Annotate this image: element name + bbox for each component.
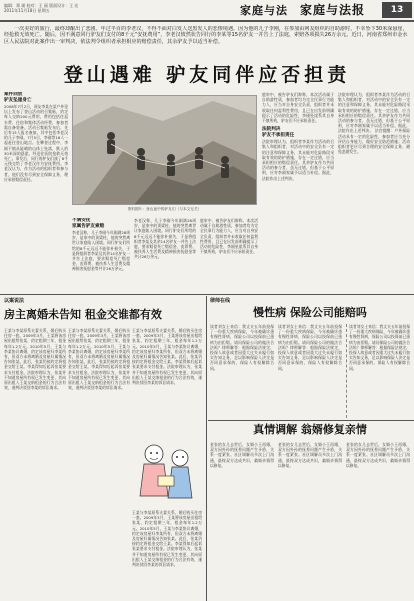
bl-column-3-text: 王某与李某原系夫妻关系，婚后购买住房一套。2009年3月，王某将该房屋出租给张某，约定租期三年，租金每年1.2万元。2010年5月，王某与李某协议离婚，约定该房屋归李某所有，但双方未将离婚及房屋归属情况告知张某。此后，张某仍按约定将租金交给王某。李某得知后起诉张某要求支付租金。法院审理认为，张某并不知道房屋所有权已发生变更，其向原出租人王某交纳租金的行为合法有效，遂判决驳回李某的诉讼请求。 [132, 328, 202, 386]
cartoon-illustration [132, 436, 200, 506]
br-column-3-text: 读者刘女士来信：我丈夫五年前投保了一份重大疾病保险，今年被确诊患有慢性肾病，保险公司以投保前已患病为由拒赔。请问保险公司的做法合法吗？律师解答：根据保险法规定，投保人故意或者因重大过失未履行如实告知义务，足以影响保险人决定是否同意承保的，保险人有权解除合同。 [349, 324, 410, 371]
bl-column-3 [132, 328, 202, 432]
story-column-2b [134, 218, 196, 290]
br2-column-3 [346, 442, 410, 596]
bl-column-2-text: 王某与李某原系夫妻关系，婚后购买住房一套。2009年3月，王某将该房屋出租给张某，约定租期三年，租金每年1.2万元。2010年5月，王某与李某协议离婚，约定该房屋归李某所有，但双方未将离婚及房屋归属情况告知张某。此后，张某仍按约定将租金交给王某。李某得知后起诉张某要求支付租金。法院审理认为，张某并不知道房屋所有权已发生变更，其向原出租人王某交纳租金的行为合法有效，遂判决驳回李某的诉讼请求。 [68, 328, 130, 391]
column-3-text: 庭审中，被告驴友们辩称，本次活动属于自助游性质，参加者均为完全民事行为能力人，应当对自身安全负责，组织者并未收取任何盈利性费用，且已在出发前明确提示了活动的危险性，李刚坠崖系其自身不慎所致，驴友们不应承担责任。 [200, 218, 258, 255]
br-column-2 [278, 324, 342, 418]
br2-column-2 [278, 442, 342, 596]
subhead-lawsuit: 不满安抚 家属告驴友索赔 [72, 218, 105, 229]
br2-column-3-text: 老张的女儿去世后，女婿小王再婚，双方因外孙的抚养问题产生矛盾，关系一度紧张。社区调解员多次上门沟通，最终双方达成共识，翁婿亲情得以修复。 [346, 442, 410, 468]
bl-column-3b [132, 510, 202, 596]
story-column-3 [200, 218, 258, 290]
bl-column-1 [4, 328, 66, 596]
mediation-headline: 真情调解 翁婿修复亲情 [253, 423, 367, 436]
issue-meta [4, 3, 124, 13]
br2-column-1 [210, 442, 274, 596]
climbing-photo [72, 95, 257, 205]
newspaper-brand: 家庭与法报 [300, 3, 366, 17]
story-column-1 [4, 92, 68, 290]
bottom-right-label: 律师在线 [210, 298, 231, 304]
story-column-4 [262, 92, 334, 290]
column-divider [206, 296, 207, 601]
subhead-case-review: 案件回放 驴友坠崖身亡 [4, 92, 32, 103]
masthead [0, 0, 414, 22]
column-1-text: 2008年7月2日，网友李某在某户外论坛上发布了登山活动的召集帖，约定每人交纳200元费用，费用包括往返车费、住宿和集体活动经费，参加者需自备装备。活动召集帖发布后，先后有15人报名参加，其中包括李老汉的儿子李刚。7月5日，李刚等16人一起赶往登山地点。在攀登过程中，李刚不慎从陡峭的山体上坠落，跌入约30米深的悬崖，经送往医院抢救无效死亡。事发后，同行的驴友们凑了8千元钱交给了李老汉作为安抚费用。李老汉认为，作为活动的组织者和参与者，他们没有尽到安全保障义务，理应承担赔偿责任。 [4, 104, 68, 182]
section-divider [0, 294, 414, 295]
insurance-headline: 慢性病 保险公司能赔吗 [253, 306, 367, 319]
editor-line: 编辑：郑 瑛 校对：王 丽 版面设计：王 宏 [4, 3, 79, 8]
section-title: 家庭与法 [240, 4, 288, 17]
bottom-left-headline: 房主离婚未告知 租金交谁都有效 [4, 308, 162, 321]
br-column-1-text: 读者刘女士来信：我丈夫五年前投保了一份重大疾病保险，今年被确诊患有慢性肾病，保险公司以投保前已患病为由拒赔。请问保险公司的做法合法吗？律师解答：根据保险法规定，投保人故意或者因重大过失未履行如实告知义务，足以影响保险人决定是否同意承保的，保险人有权解除合同。 [210, 324, 274, 371]
main-headline: 登山遇难 驴友同伴应否担责 [63, 64, 351, 86]
column-3b-text: 庭审中，被告驴友们辩称，本次活动属于自助游性质，参加者均为完全民事行为能力人，应当对自身安全负责，组织者并未收取任何盈利性费用，且已在出发前明确提示了活动的危险性，李刚坠崖系其自身不慎所致，驴友们不应承担责任。 [262, 92, 334, 124]
br-column-2-text: 读者刘女士来信：我丈夫五年前投保了一份重大疾病保险，今年被确诊患有慢性肾病，保险公司以投保前已患病为由拒赔。请问保险公司的做法合法吗？律师解答：根据保险法规定，投保人故意或者因重大过失未履行如实告知义务，足以影响保险人决定是否同意承保的，保险人有权解除合同。 [278, 324, 342, 371]
column-4b-text: 法院审理认为，组织者李某作为活动的召集人和组织者，对活动中的安全负有一定的注意和保障义务，其未能对危险路段采取有效的防护措施，存在一定过错，应当承担相应的赔偿责任。其余驴友作为共同活动的参与者，虽无过错，但基于公平原则，应对李刚家属予以适当补偿。据此，法院作出上述判决。 [338, 92, 410, 134]
column-5-text: 法官提醒：户外探险活动具有一定的危险性，参加者应当充分评估自身能力，做好安全防范措施；活动组织者更应尽到合理的安全保障义务，避免悲剧发生。 [338, 128, 410, 155]
bl-column-3b-text: 王某与李某原系夫妻关系，婚后购买住房一套。2009年3月，王某将该房屋出租给张某，约定租期三年，租金每年1.2万元。2010年5月，王某与李某协议离婚，约定该房屋归李某所有，但双方未将离婚及房屋归属情况告知张某。此后，张某仍按约定将租金交给王某。李某得知后起诉张某要求支付租金。法院审理认为，张某并不知道房屋所有权已发生变更，其向原出租人王某交纳租金的行为合法有效，遂判决驳回李某的诉讼请求。 [132, 510, 202, 568]
bottom-left-label: 以案说法 [4, 298, 25, 304]
bottom-right-divider [208, 420, 414, 421]
story-column-5 [338, 92, 410, 290]
photo-caption: 资料图片：登山途中的驴友们（与本文无关） [127, 207, 202, 211]
story-column-2 [72, 218, 130, 290]
subhead-verdict: 法院判决 驴友不承担责任 [262, 127, 295, 139]
column-2b-text: 李老汉称，儿子李刚今年刚满28周岁，是家中的顶梁柱，他的突然离世让家庭陷入困境。同行驴友们所给的8千元远远不能弥补损失，于是将组织者李某及其余14名驴友一并告上法庭，要求赔偿死亡赔偿金、丧葬费、被扶养人生活费及精神损害抚慰金等共计26万余元。 [134, 218, 196, 260]
br2-column-1-text: 老张的女儿去世后，女婿小王再婚，双方因外孙的抚养问题产生矛盾，关系一度紧张。社区调解员多次上门沟通，最终双方达成共识，翁婿亲情得以修复。 [210, 442, 274, 468]
date-line: 2011年11月18日 星期五 [4, 8, 50, 13]
column-2-text: 李老汉称，儿子李刚今年刚满28周岁，是家中的顶梁柱，他的突然离世让家庭陷入困境。同行驴友们所给的8千元远远不能弥补损失，于是将组织者李某及其余14名驴友一并告上法庭，要求赔偿死亡赔偿金、丧葬费、被扶养人生活费及精神损害抚慰金等共计26万余元。 [72, 230, 130, 272]
br2-column-2-text: 老张的女儿去世后，女婿小王再婚，双方因外孙的抚养问题产生矛盾，关系一度紧张。社区调解员多次上门沟通，最终双方达成共识，翁婿亲情得以修复。 [278, 442, 342, 468]
bl-column-2 [68, 328, 130, 596]
column-4-text: 法院审理认为，组织者李某作为活动的召集人和组织者，对活动中的安全负有一定的注意和保障义务，其未能对危险路段采取有效的防护措施，存在一定过错，应当承担相应的赔偿责任。其余驴友作为共同活动的参与者，虽无过错，但基于公平原则，应对李刚家属予以适当补偿。据此，法院作出上述判决。 [262, 139, 334, 181]
lead-paragraph: 一次美好的旅行，最终却酿出了悲剧。年过半百的李老汉，不得不面对白发人送黑发人的悲惨境遇。因为他的儿子李刚，在参加由网友组织的自助游时，不幸坠下30米深悬崖，经抢救无效死亡。随后，因不满意同行驴友们支付的8千元“安抚费用”，李老汉愤然状告同行的李某等15名驴友一并告上了法庭，索赔各项损失26万余元。近日，河南省郑州市金水区人民法院对此案作出一审判决，依法判令组织者承担相应的赔偿责任，其余驴友予以适当补偿。 [4, 26, 408, 45]
br-column-1 [210, 324, 274, 418]
bl-column-1-text: 王某与李某原系夫妻关系，婚后购买住房一套。2009年3月，王某将该房屋出租给张某，约定租期三年，租金每年1.2万元。2010年5月，王某与李某协议离婚，约定该房屋归李某所有，但双方未将离婚及房屋归属情况告知张某。此后，张某仍按约定将租金交给王某。李某得知后起诉张某要求支付租金。法院审理认为，张某并不知道房屋所有权已发生变更，其向原出租人王某交纳租金的行为合法有效，遂判决驳回李某的诉讼请求。 [4, 328, 66, 391]
br-column-3 [346, 324, 410, 418]
page-number: 13 [382, 2, 412, 18]
